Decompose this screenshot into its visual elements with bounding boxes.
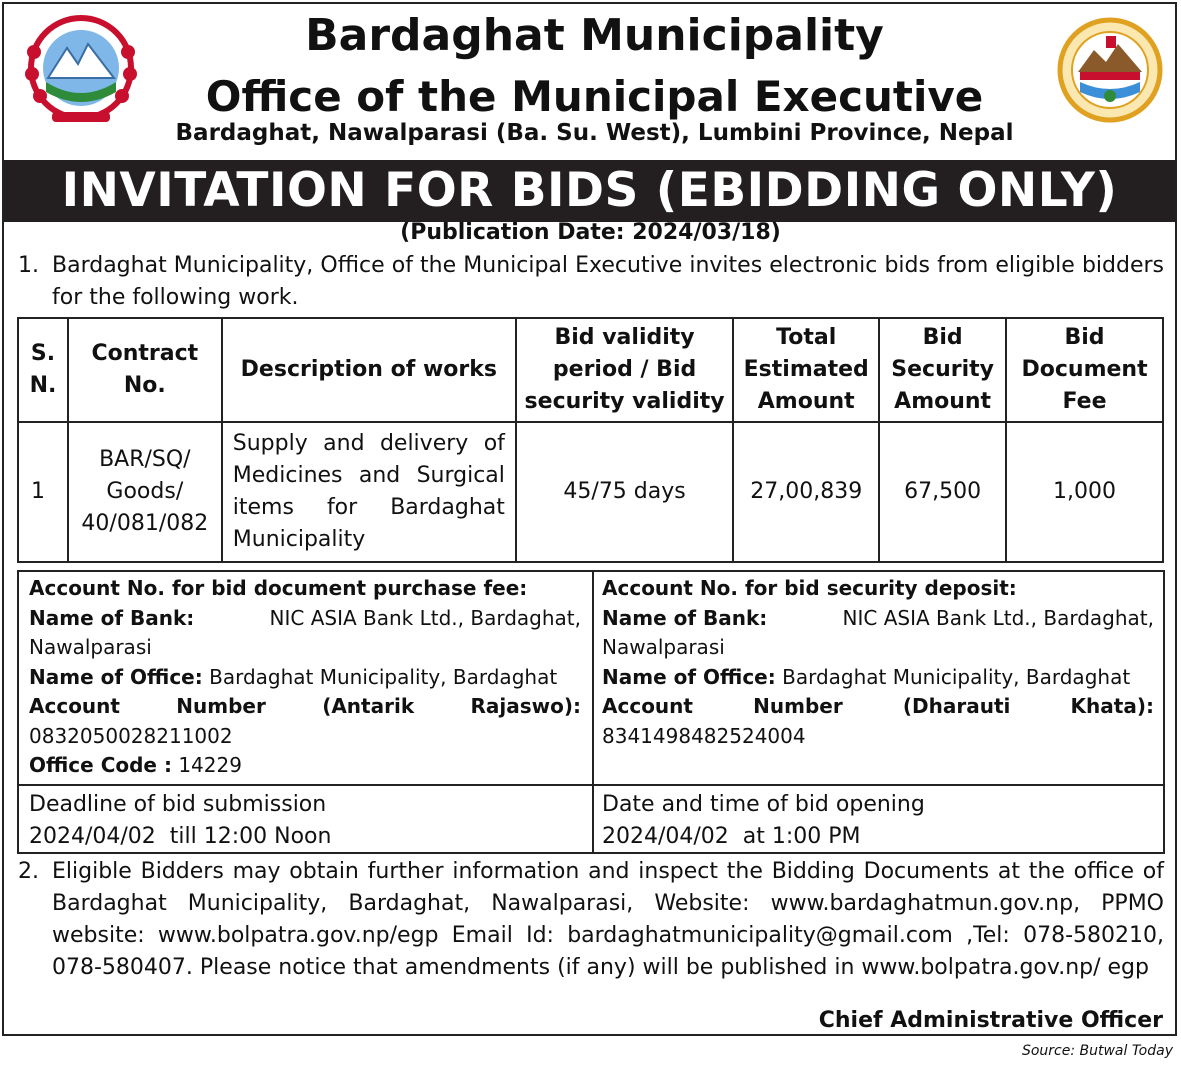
- account-number-label: Account Number (Antarik Rajaswo):: [29, 694, 581, 718]
- cell-document-fee: 1,000: [1006, 422, 1163, 562]
- fee-account-section: [29, 574, 581, 781]
- paragraph-number: 1.: [18, 253, 39, 278]
- deadline-value: 2024/04/02 till 12:00 Noon: [29, 824, 332, 849]
- municipality-title: Bardaghat Municipality: [305, 10, 884, 61]
- opening-section: [602, 789, 1154, 853]
- cell-bid-validity: 45/75 days: [516, 422, 733, 562]
- account-number-value: 8341498482524004: [602, 723, 806, 748]
- source-credit: Source: Butwal Today: [1021, 1043, 1173, 1059]
- paragraph-2: [18, 856, 1164, 984]
- col-header-bid-security: Bid Security Amount: [879, 318, 1006, 422]
- office-label: Name of Office:: [29, 664, 203, 689]
- bank-label: Name of Bank:: [29, 605, 195, 630]
- bank-line: [29, 604, 581, 634]
- table-header-row: [18, 318, 1163, 422]
- bank-value-part: NIC ASIA Bank Ltd., Bardaghat,: [842, 605, 1154, 630]
- office-title: Office of the Municipal Executive: [205, 72, 984, 121]
- cell-contract-no: BAR/SQ/ Goods/ 40/081/082: [68, 422, 222, 562]
- bank-value-part: NIC ASIA Bank Ltd., Bardaghat,: [269, 605, 581, 630]
- office-line: [29, 663, 581, 693]
- office-code-value: 14229: [178, 753, 242, 777]
- col-header-bid-validity: Bid validity period / Bid security validity: [516, 318, 733, 422]
- office-label: Name of Office:: [602, 664, 776, 689]
- municipality-seal-logo: [1056, 16, 1164, 124]
- account-details-box: [17, 570, 1165, 854]
- col-header-contract-no: Contract No.: [68, 318, 222, 422]
- security-account-section: [602, 574, 1154, 751]
- opening-value: 2024/04/02 at 1:00 PM: [602, 824, 861, 849]
- deadline-label: Deadline of bid submission: [29, 792, 327, 817]
- publication-date: (Publication Date: 2024/03/18): [400, 220, 781, 245]
- account-number-label: Account Number (Dharauti Khata):: [602, 694, 1154, 718]
- office-value: Bardaghat Municipality, Bardaghat: [782, 664, 1131, 689]
- account-number-value: 0832050028211002: [29, 723, 233, 748]
- cell-estimated-amount: 27,00,839: [733, 422, 879, 562]
- paragraph-text: Eligible Bidders may obtain further information and inspect the Bidding Documents at the office of Bardaghat Municipality, Bardaghat, Nawalparasi, Website: www.bardaghatmun.gov.np, PPMO website: www.bolpatra.gov.np/egp Email Id: bardaghatmunicipality@gmail.com ,Tel: 078-580210, 078-580407. Please notice that amendments (if any) will be published in www.bolpatra.gov.np/ egp: [52, 859, 1164, 980]
- office-code-label: Office Code :: [29, 753, 172, 777]
- bank-line: [602, 604, 1154, 634]
- col-header-sn: S. N.: [18, 318, 68, 422]
- cell-description: Supply and delivery of Medicines and Surgical items for Bardaghat Municipality: [222, 422, 516, 562]
- col-header-document-fee: Bid Document Fee: [1006, 318, 1163, 422]
- fee-account-heading: Account No. for bid document purchase fee:: [29, 576, 528, 600]
- bank-label: Name of Bank:: [602, 605, 768, 630]
- office-address: Bardaghat, Nawalparasi (Ba. Su. West), Lumbini Province, Nepal: [175, 120, 1014, 146]
- deadline-section: [29, 789, 581, 853]
- cell-sn: 1: [18, 422, 68, 562]
- notice-header: [4, 4, 1175, 162]
- col-header-description: Description of works: [222, 318, 516, 422]
- office-value: Bardaghat Municipality, Bardaghat: [209, 664, 558, 689]
- office-code-line: [29, 751, 581, 781]
- paragraph-number: 2.: [18, 859, 39, 884]
- office-line: [602, 663, 1154, 693]
- paragraph-1: [18, 250, 1164, 314]
- cell-bid-security: 67,500: [879, 422, 1006, 562]
- bank-value-rest: Nawalparasi: [602, 635, 725, 659]
- signoff: Chief Administrative Officer: [818, 1008, 1163, 1033]
- row-divider: [19, 784, 1163, 786]
- security-account-heading: Account No. for bid security deposit:: [602, 576, 1017, 600]
- invitation-banner: INVITATION FOR BIDS (EBIDDING ONLY): [4, 160, 1175, 222]
- bank-value-rest: Nawalparasi: [29, 635, 152, 659]
- opening-label: Date and time of bid opening: [602, 792, 925, 817]
- col-header-estimated-amount: Total Estimated Amount: [733, 318, 879, 422]
- bid-table: [17, 317, 1164, 563]
- paragraph-text: Bardaghat Municipality, Office of the Municipal Executive invites electronic bids from eligible bidders for the following work.: [52, 253, 1164, 310]
- column-divider: [592, 572, 594, 852]
- table-row: [18, 422, 1163, 562]
